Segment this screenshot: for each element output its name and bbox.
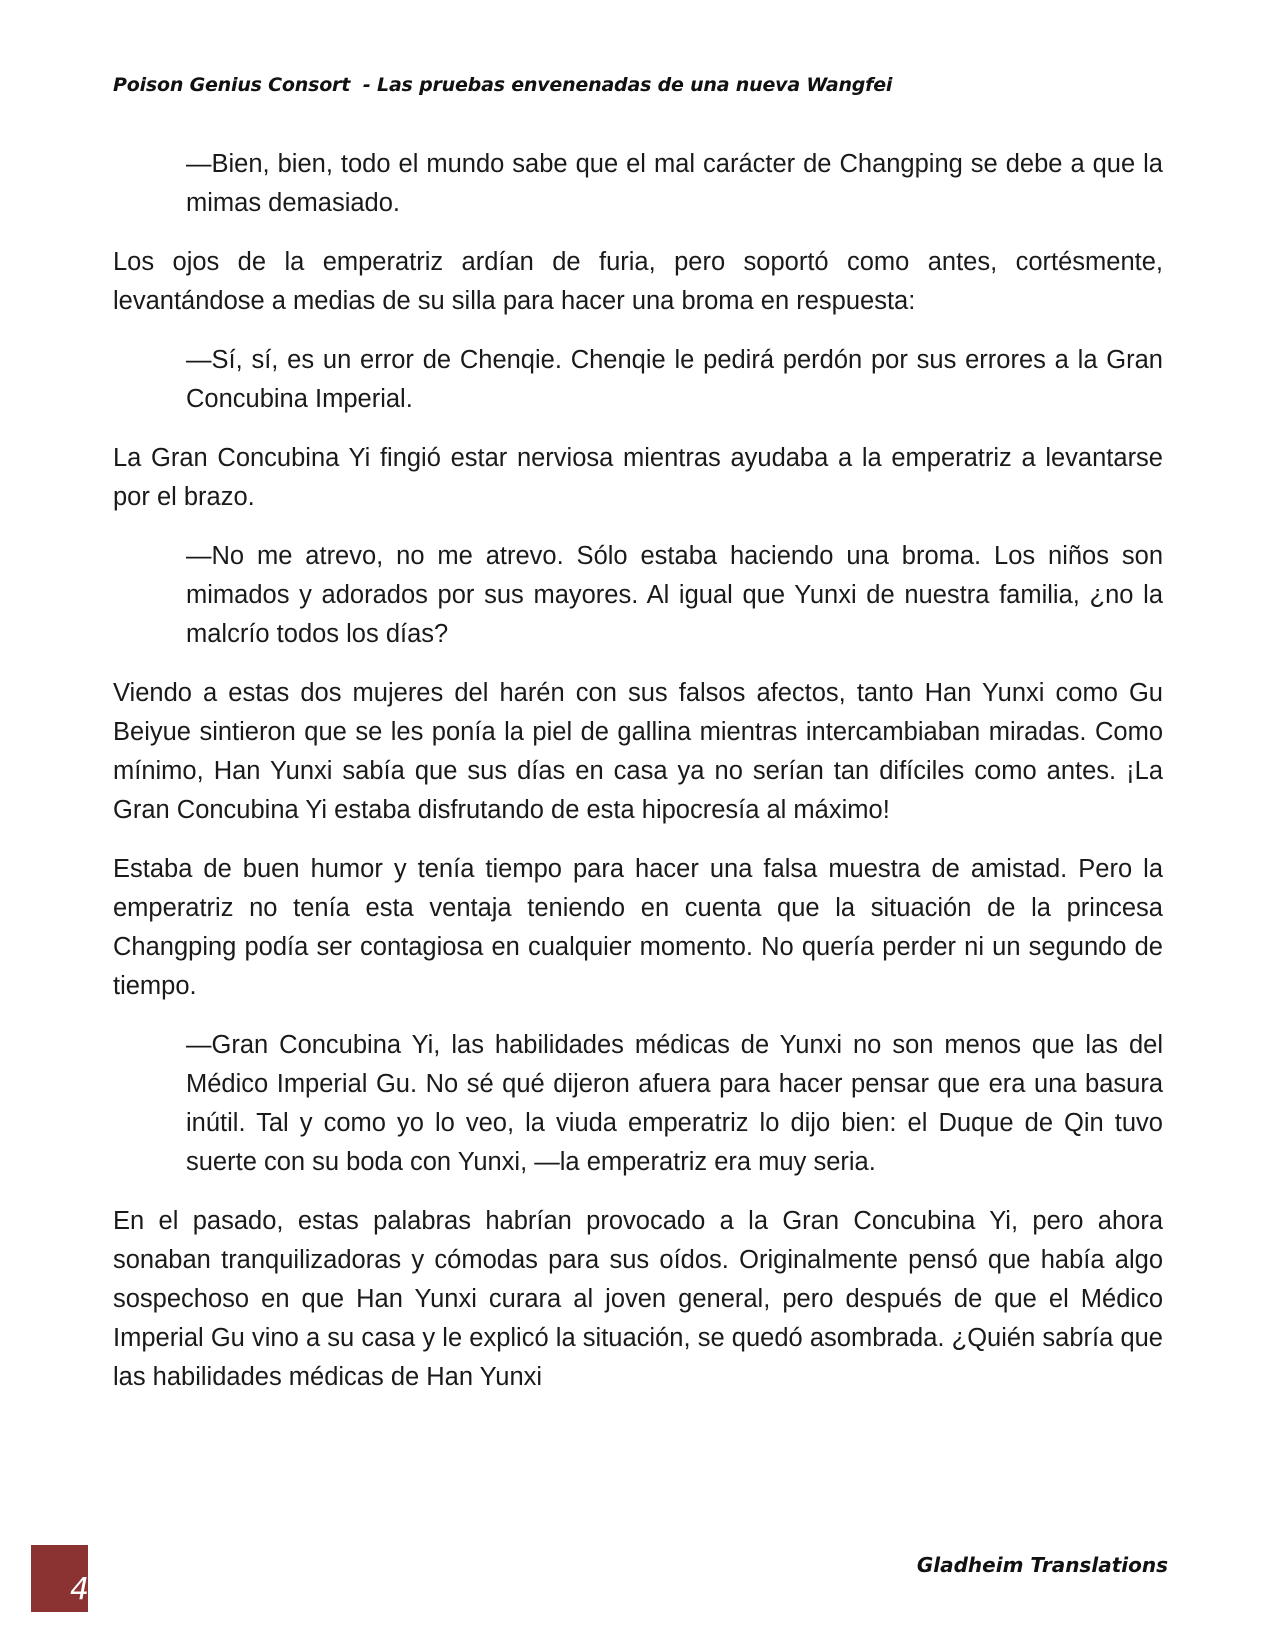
dialogue-paragraph: —No me atrevo, no me atrevo. Sólo estaba haciendo una broma. Los niños son mimados y adorados por sus mayores. Al igual que Yunxi de nuestra familia, ¿no la malcrío todos los días? bbox=[186, 542, 1163, 648]
footer-credit: Gladheim Translations bbox=[916, 1553, 1168, 1577]
document-header-title: Poison Genius Consort - Las pruebas envenenadas de una nueva Wangfei bbox=[113, 74, 893, 96]
narrative-paragraph: Los ojos de la emperatriz ardían de furia, pero soportó como antes, cortésmente, levantándose a medias de su silla para hacer una broma en respuesta: bbox=[113, 248, 1163, 315]
page-number: 4 bbox=[70, 1572, 90, 1607]
narrative-paragraph: En el pasado, estas palabras habrían provocado a la Gran Concubina Yi, pero ahora sonaban tranquilizadoras y cómodas para sus oídos. Originalmente pensó que había algo sospechoso en que Han Yunxi curara al joven general, pero después de que el Médico Imperial Gu vino a su casa y le explicó la situación, se quedó asombrada. ¿Quién sabría que las habilidades médicas de Han Yunxi bbox=[113, 1207, 1163, 1391]
dialogue-paragraph: —Sí, sí, es un error de Chenqie. Chenqie le pedirá perdón por sus errores a la Gran Concubina Imperial. bbox=[186, 346, 1163, 413]
dialogue-paragraph: —Bien, bien, todo el mundo sabe que el mal carácter de Changping se debe a que la mimas demasiado. bbox=[186, 150, 1163, 217]
dialogue-paragraph: —Gran Concubina Yi, las habilidades médicas de Yunxi no son menos que las del Médico Imperial Gu. No sé qué dijeron afuera para hacer pensar que era una basura inútil. Tal y como yo lo veo, la viuda emperatriz lo dijo bien: el Duque de Qin tuvo suerte con su boda con Yunxi, —la emperatriz era muy seria. bbox=[186, 1031, 1163, 1176]
narrative-paragraph: Viendo a estas dos mujeres del harén con sus falsos afectos, tanto Han Yunxi como Gu Beiyue sintieron que se les ponía la piel de gallina mientras intercambiaban miradas. Como mínimo, Han Yunxi sabía que sus días en casa ya no serían tan difíciles como antes. ¡La Gran Concubina Yi estaba disfrutando de esta hipocresía al máximo! bbox=[113, 679, 1163, 824]
document-body bbox=[113, 145, 1163, 1417]
narrative-paragraph: Estaba de buen humor y tenía tiempo para hacer una falsa muestra de amistad. Pero la emperatriz no tenía esta ventaja teniendo en cuenta que la situación de la princesa Changping podía ser contagiosa en cualquier momento. No quería perder ni un segundo de tiempo. bbox=[113, 855, 1163, 1000]
narrative-paragraph: La Gran Concubina Yi fingió estar nerviosa mientras ayudaba a la emperatriz a levantarse por el brazo. bbox=[113, 444, 1163, 511]
